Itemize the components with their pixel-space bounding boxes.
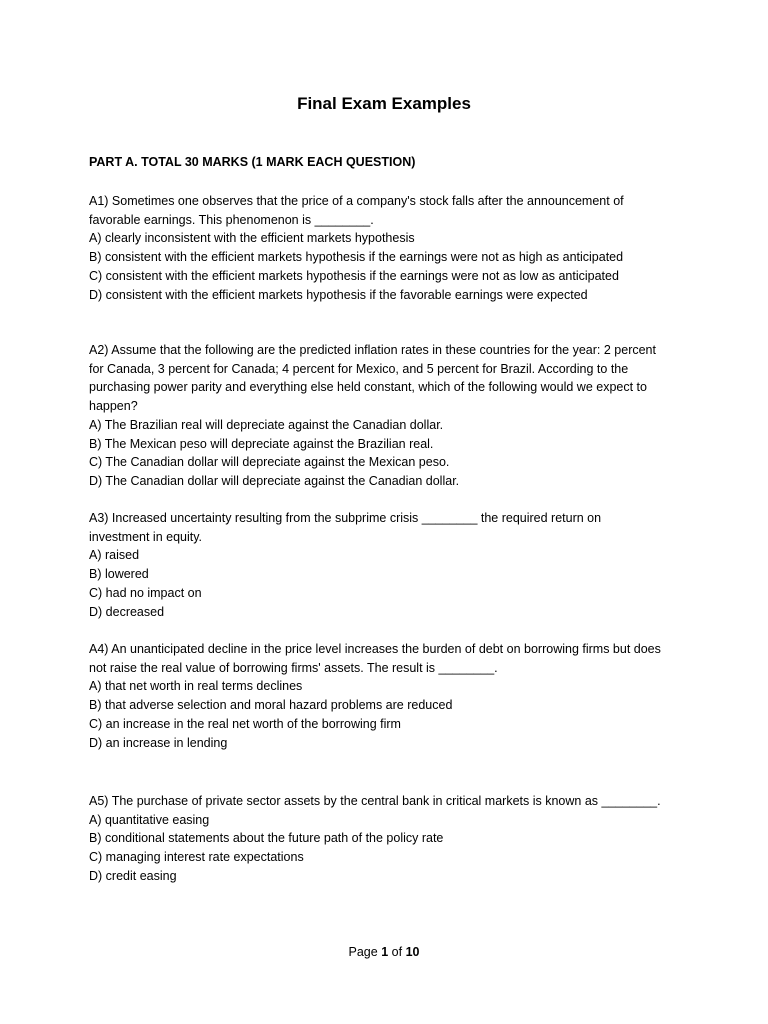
answer-option-b: B) conditional statements about the future path of the policy rate [89,831,444,846]
page-title: Final Exam Examples [297,94,471,113]
question-stem-line: A2) Assume that the following are the predicted inflation rates in these countries for the year: 2 percent [89,343,656,357]
page-label: Page [348,945,378,959]
answer-option-a: A) that net worth in real terms declines [89,679,303,694]
answer-option-b: B) consistent with the efficient markets hypothesis if the earnings were not as high as anticipated [89,250,624,265]
question-a5 [89,792,689,886]
question-stem-line: purchasing power parity and everything else held constant, which of the following would we expect to [89,380,647,395]
question-stem-line: favorable earnings. This phenomenon is ________. [89,212,374,227]
question-stem-line: investment in equity. [89,529,203,544]
question-stem-line: not raise the real value of borrowing firms' assets. The result is ________. [89,660,498,675]
page-current: 1 [381,945,389,959]
page-of-label: of [391,945,403,959]
answer-option-c: C) The Canadian dollar will depreciate against the Mexican peso. [89,455,450,470]
question-a2 [89,341,689,491]
question-a1 [89,192,689,304]
answer-option-c: C) managing interest rate expectations [89,850,304,865]
answer-option-a: A) quantitative easing [89,812,210,827]
page-number-footer [0,943,768,961]
question-stem-line: for Canada, 3 percent for Canada; 4 percent for Mexico, and 5 percent for Brazil. According to the [89,361,629,376]
answer-option-b: B) that adverse selection and moral hazard problems are reduced [89,698,453,713]
question-a3 [89,509,689,621]
answer-option-c: C) an increase in the real net worth of the borrowing firm [89,716,401,731]
question-stem-line: A5) The purchase of private sector assets by the central bank in critical markets is known as ________. [89,794,661,808]
answer-option-b: B) The Mexican peso will depreciate against the Brazilian real. [89,436,434,451]
question-stem-line: A1) Sometimes one observes that the price of a company's stock falls after the announcement of [89,194,624,208]
answer-option-a: A) raised [89,548,140,563]
answer-option-d: D) decreased [89,604,165,619]
answer-option-d: D) credit easing [89,868,177,883]
answer-option-d: D) consistent with the efficient markets hypothesis if the favorable earnings were expected [89,287,588,302]
answer-option-d: D) The Canadian dollar will depreciate against the Canadian dollar. [89,473,460,488]
question-stem-line: A4) An unanticipated decline in the price level increases the burden of debt on borrowing firms but does [89,642,661,656]
question-stem-line: happen? [89,399,138,414]
page-total: 10 [405,945,420,959]
answer-option-b: B) lowered [89,567,149,582]
answer-option-c: C) consistent with the efficient markets hypothesis if the earnings were not as low as anticipated [89,268,619,283]
answer-option-c: C) had no impact on [89,585,202,600]
question-stem-line: A3) Increased uncertainty resulting from the subprime crisis ________ the required return on [89,511,602,525]
answer-option-a: A) clearly inconsistent with the efficient markets hypothesis [89,231,415,246]
answer-option-a: A) The Brazilian real will depreciate against the Canadian dollar. [89,417,444,432]
section-heading: PART A. TOTAL 30 MARKS (1 MARK EACH QUESTION) [89,155,416,169]
answer-option-d: D) an increase in lending [89,735,228,750]
question-a4 [89,640,689,752]
